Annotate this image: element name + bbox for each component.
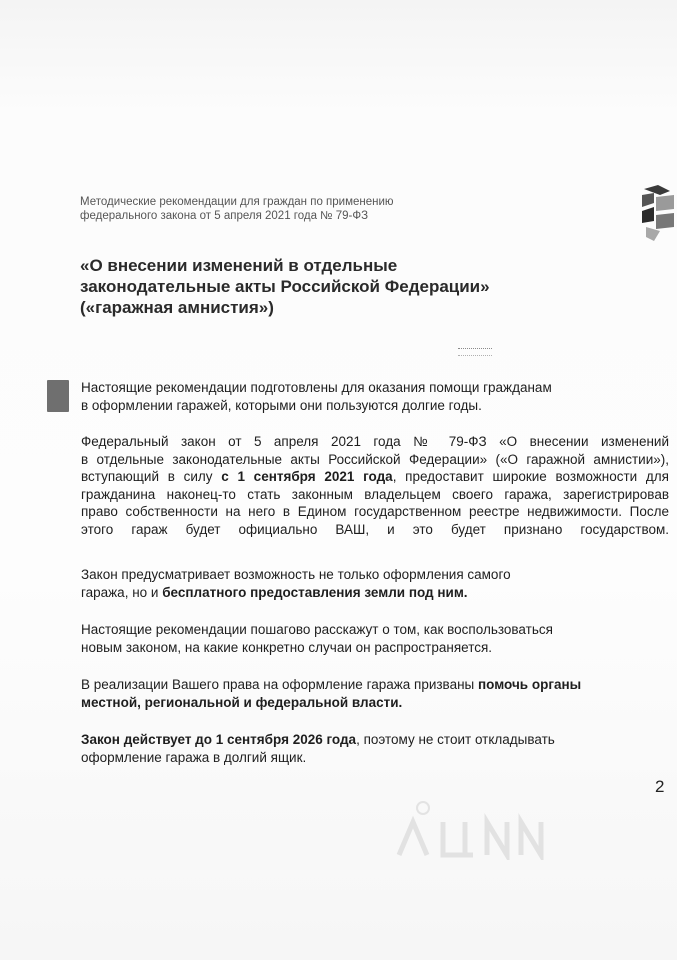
paragraph-line: Настоящие рекомендации подготовлены для оказания помощи гражданам: [81, 380, 552, 395]
paragraph-line: гражданина наконец-то стать законным владельцем своего гаража, зарегистрировав: [81, 486, 669, 502]
paragraph-line: право собственности на него в Едином государственном реестре недвижимости. После: [81, 504, 669, 519]
paragraph-line: [81, 676, 669, 694]
paragraph-deadline: [81, 731, 669, 766]
document-title: [80, 255, 560, 318]
paragraph-law: [81, 433, 669, 538]
paragraph-line: Федеральный закон от 5 апреля 2021 года № 79-ФЗ «О внесении изменений: [81, 434, 669, 449]
document-header: [80, 195, 480, 223]
bold-date: с 1 сентября 2021 года: [221, 469, 393, 484]
side-marker: [47, 380, 69, 412]
text-run: вступающий в силу: [81, 469, 222, 484]
text-run: гаража, но и: [81, 584, 163, 600]
header-line: Методические рекомендации для граждан по применению: [80, 196, 394, 208]
rosreestr-logo-icon: [640, 183, 677, 245]
paragraph-land: [81, 566, 669, 601]
paragraph-line: новым законом, на какие конкретно случаи он распространяется.: [81, 639, 493, 655]
title-line: законодательные акты Российской Федерации»: [80, 277, 490, 296]
bold-free-land: бесплатного предоставления земли под ним.: [162, 584, 468, 600]
page-number: 2: [655, 777, 665, 796]
paragraph-line: [81, 584, 669, 602]
bold-deadline: Закон действует до 1 сентября 2026 года: [81, 732, 357, 747]
paragraph-line: этого гараж будет официально ВАШ, и это будет признано государством.: [81, 521, 669, 537]
text-run: , предоставит широкие возможности для: [392, 469, 669, 484]
paragraph-line: в оформлении гаражей, которыми они пользуются долгие годы.: [81, 397, 482, 413]
paragraph-line: Настоящие рекомендации пошагово расскажут о том, как воспользоваться: [81, 622, 553, 637]
header-line: федерального закона от 5 апреля 2021 года № 79-ФЗ: [80, 210, 369, 222]
text-run: , поэтому не стоит откладывать: [356, 732, 555, 747]
bold-authorities-line: местной, региональной и федеральной власти.: [81, 694, 403, 710]
title-line: «О внесении изменений в отдельные: [80, 256, 398, 275]
paragraph-line: [81, 731, 669, 749]
bold-authorities: помочь органы: [478, 677, 582, 692]
paragraph-intro: [81, 379, 669, 414]
paragraph-line: оформление гаража в долгий ящик.: [81, 749, 307, 765]
scan-smudge: [458, 348, 492, 356]
paragraph-line: в отдельные законодательные акты Российской Федерации» («О гаражной амнистии»),: [81, 451, 669, 467]
text-run: В реализации Вашего права на оформление гаража призваны: [81, 677, 478, 692]
paragraph-steps: [81, 621, 669, 656]
paragraph-line: [81, 468, 669, 486]
watermark: [395, 800, 565, 860]
title-line: («гаражная амнистия»): [80, 298, 274, 317]
paragraph-authorities: [81, 676, 669, 711]
paragraph-line: Закон предусматривает возможность не только оформления самого: [81, 567, 511, 582]
